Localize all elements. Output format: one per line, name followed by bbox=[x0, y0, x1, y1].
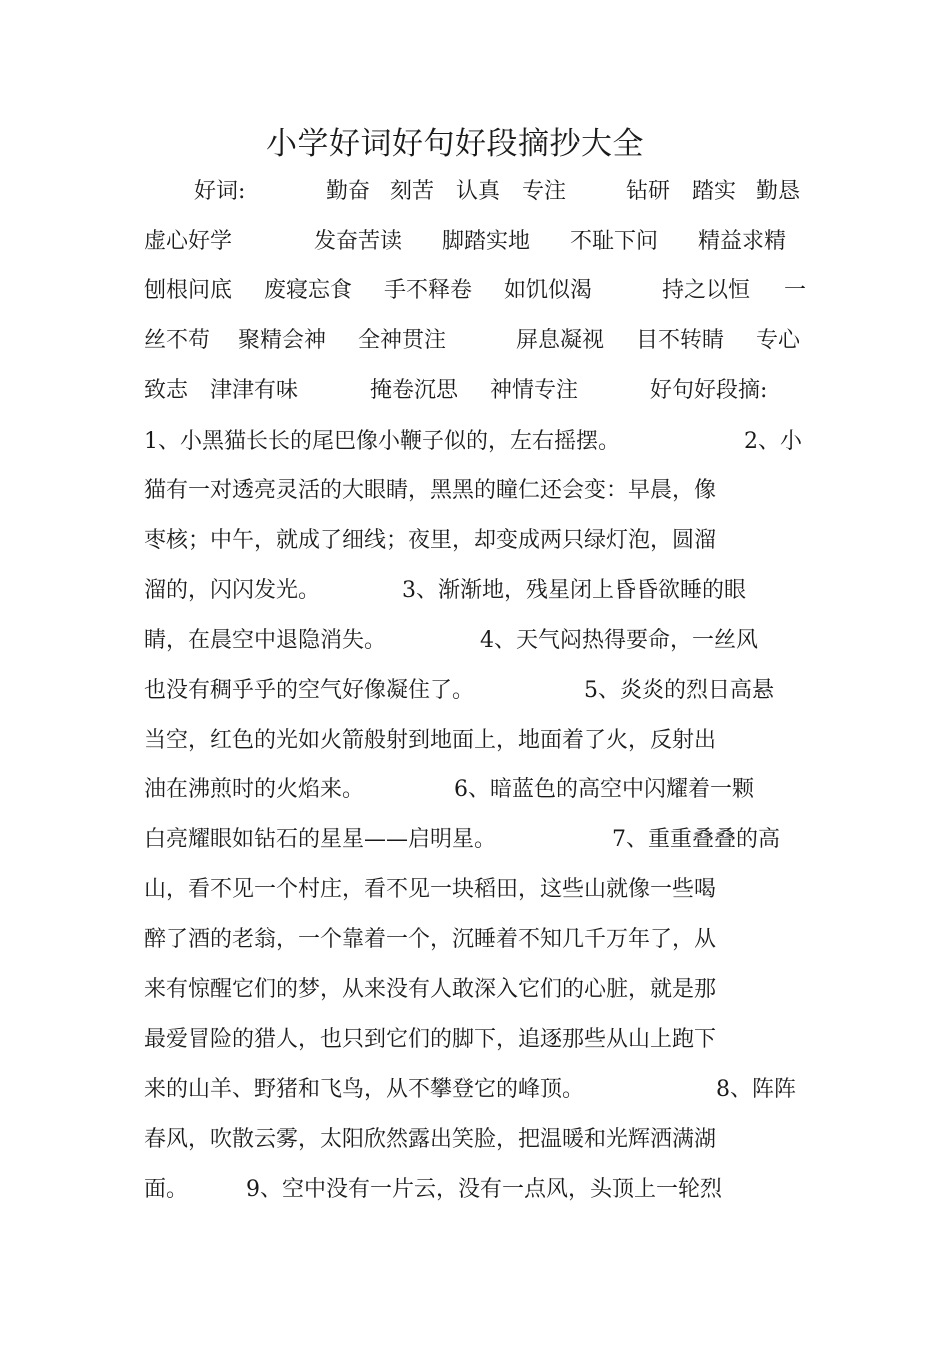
sentence-text: 2、小 bbox=[744, 429, 802, 454]
section-label: 好句好段摘: bbox=[650, 378, 768, 403]
sentence-text: 4、天气闷热得要命，一丝风 bbox=[480, 628, 758, 653]
vocab-word: 刻苦 bbox=[390, 179, 435, 204]
vocab-word: 如饥似渴 bbox=[504, 278, 593, 303]
sentence-text: 8、阵阵 bbox=[716, 1077, 796, 1102]
vocab-word: 掩卷沉思 bbox=[370, 378, 459, 403]
vocab-word: 认真 bbox=[456, 179, 501, 204]
vocab-word: 刨根问底 bbox=[144, 278, 233, 303]
vocab-word: 全神贯注 bbox=[358, 328, 447, 353]
sentence-text: 睛，在晨空中退隐消失。 bbox=[144, 628, 387, 653]
sentence-text: 也没有稠乎乎的空气好像凝住了。 bbox=[144, 678, 475, 703]
sentence-text: 白亮耀眼如钻石的星星——启明星。 bbox=[144, 827, 497, 852]
vocab-word: 专注 bbox=[522, 179, 567, 204]
vocab-word: 持之以恒 bbox=[662, 278, 751, 303]
sentence-text: 9、空中没有一片云，没有一点风，头顶上一轮烈 bbox=[246, 1177, 722, 1202]
vocab-word: 精益求精 bbox=[698, 229, 787, 254]
vocab-word: 专心 bbox=[756, 328, 801, 353]
vocab-word: 津津有味 bbox=[210, 378, 299, 403]
sentence-text: 山，看不见一个村庄，看不见一块稻田，这些山就像一些喝 bbox=[144, 877, 717, 902]
vocab-label: 好词: bbox=[194, 179, 246, 204]
vocab-word: 聚精会神 bbox=[238, 328, 327, 353]
vocab-word: 神情专注 bbox=[490, 378, 579, 403]
sentence-text: 来有惊醒它们的梦，从来没有人敢深入它们的心脏，就是那 bbox=[144, 977, 717, 1002]
sentence-text: 枣核；中午，就成了细线；夜里，却变成两只绿灯泡，圆溜 bbox=[144, 528, 717, 553]
sentence-text: 6、暗蓝色的高空中闪耀着一颗 bbox=[454, 777, 754, 802]
sentence-text: 来的山羊、野猪和飞鸟，从不攀登它的峰顶。 bbox=[144, 1077, 585, 1102]
sentence-text: 溜的，闪闪发光。 bbox=[144, 578, 321, 603]
sentence-text: 春风，吹散云雾，太阳欣然露出笑脸，把温暖和光辉洒满湖 bbox=[144, 1127, 717, 1152]
sentence-text: 7、重重叠叠的高 bbox=[612, 827, 780, 852]
sentence-text: 1、小黑猫长长的尾巴像小鞭子似的，左右摇摆。 bbox=[144, 429, 620, 454]
vocab-word: 废寝忘食 bbox=[264, 278, 353, 303]
sentence-text: 最爱冒险的猎人，也只到它们的脚下，追逐那些从山上跑下 bbox=[144, 1027, 717, 1052]
sentence-text: 醉了酒的老翁，一个靠着一个，沉睡着不知几千万年了，从 bbox=[144, 927, 717, 952]
sentence-text: 油在沸煎时的火焰来。 bbox=[144, 777, 365, 802]
sentence-text: 当空，红色的光如火箭般射到地面上，地面着了火，反射出 bbox=[144, 728, 717, 753]
vocab-word: 手不释卷 bbox=[384, 278, 473, 303]
vocab-word: 钻研 bbox=[626, 179, 671, 204]
vocab-word: 屏息凝视 bbox=[516, 328, 605, 353]
page-title: 小学好词好句好段摘抄大全 bbox=[266, 126, 644, 162]
sentence-text: 面。 bbox=[144, 1177, 189, 1202]
vocab-word: 脚踏实地 bbox=[442, 229, 531, 254]
sentence-text: 5、炎炎的烈日高悬 bbox=[584, 678, 774, 703]
vocab-word: 发奋苦读 bbox=[314, 229, 403, 254]
vocab-word: 勤恳 bbox=[756, 179, 801, 204]
vocab-word: 勤奋 bbox=[326, 179, 371, 204]
vocab-word: 不耻下问 bbox=[570, 229, 659, 254]
vocab-word: 一 bbox=[784, 278, 807, 303]
vocab-word: 虚心好学 bbox=[144, 229, 233, 254]
sentence-text: 3、渐渐地，残星闭上昏昏欲睡的眼 bbox=[402, 578, 746, 603]
vocab-word: 踏实 bbox=[692, 179, 737, 204]
sentence-text: 猫有一对透亮灵活的大眼睛，黑黑的瞳仁还会变：早晨，像 bbox=[144, 478, 717, 503]
vocab-word: 目不转睛 bbox=[636, 328, 725, 353]
vocab-word: 致志 bbox=[144, 378, 189, 403]
vocab-word: 丝不苟 bbox=[144, 328, 211, 353]
